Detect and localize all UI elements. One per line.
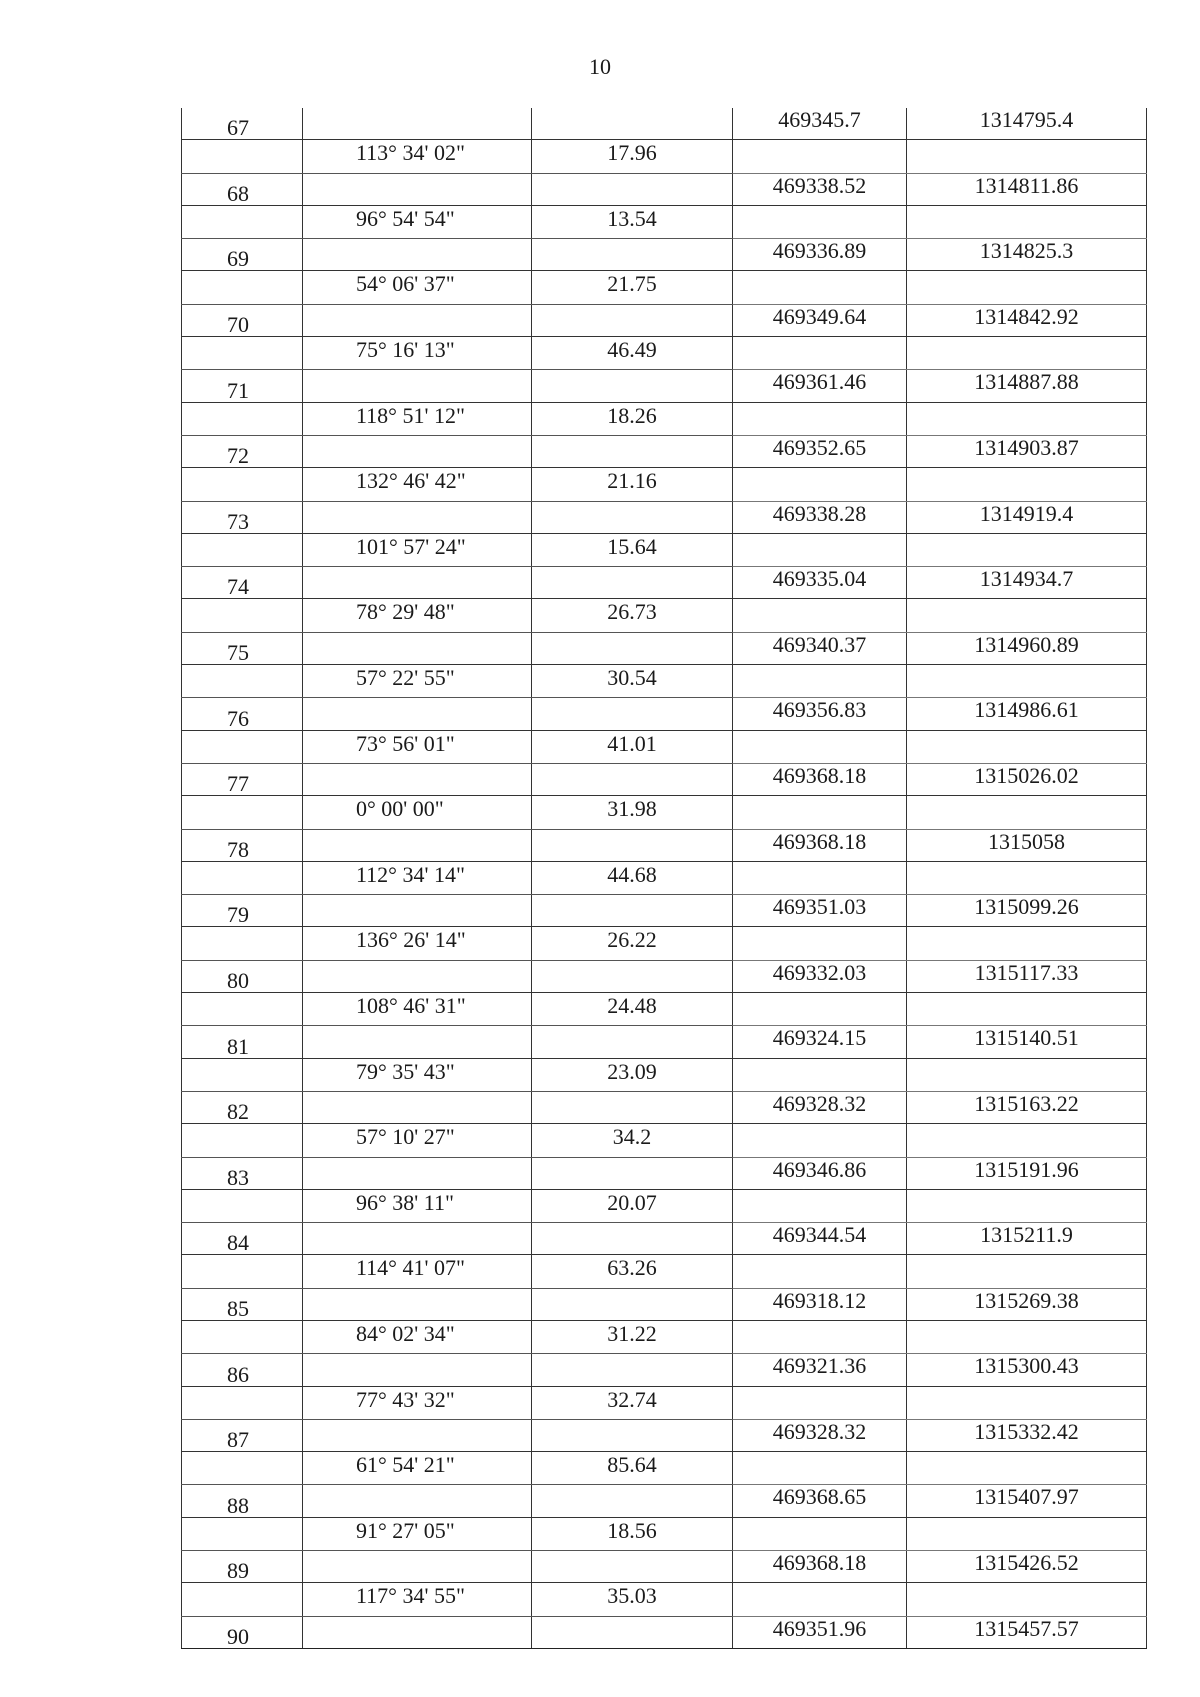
coord-y-cell: 1315426.52 xyxy=(907,1551,1147,1583)
coord-y-cell: 1314903.87 xyxy=(907,435,1147,467)
distance-cell: 13.54 xyxy=(532,205,733,238)
distance-cell: 41.01 xyxy=(532,730,733,763)
segment-row xyxy=(182,927,1147,960)
coord-y-cell xyxy=(907,1058,1147,1091)
point-id-cell: 87 xyxy=(182,1419,303,1451)
point-id-cell xyxy=(182,140,303,173)
coord-y-cell: 1315058 xyxy=(907,829,1147,861)
point-id-cell: 69 xyxy=(182,239,303,271)
segment-row xyxy=(182,1583,1147,1616)
coord-x-cell xyxy=(733,468,907,501)
bearing-cell: 108° 46' 31" xyxy=(303,993,532,1026)
segment-row xyxy=(182,140,1147,173)
distance-cell: 44.68 xyxy=(532,861,733,894)
point-id-cell xyxy=(182,993,303,1026)
coord-y-cell: 1315099.26 xyxy=(907,895,1147,927)
segment-row xyxy=(182,1517,1147,1550)
bearing-cell: 57° 10' 27" xyxy=(303,1124,532,1157)
point-id-cell xyxy=(182,796,303,829)
distance-cell xyxy=(532,960,733,992)
bearing-cell: 96° 38' 11" xyxy=(303,1189,532,1222)
distance-cell: 21.75 xyxy=(532,271,733,304)
point-id-cell xyxy=(182,1255,303,1288)
point-row xyxy=(182,1485,1147,1517)
distance-cell: 35.03 xyxy=(532,1583,733,1616)
point-id-cell: 85 xyxy=(182,1288,303,1320)
coord-y-cell: 1314934.7 xyxy=(907,567,1147,599)
distance-cell xyxy=(532,763,733,795)
point-id-cell xyxy=(182,1583,303,1616)
bearing-cell xyxy=(303,1616,532,1648)
coord-y-cell xyxy=(907,861,1147,894)
distance-cell: 26.73 xyxy=(532,599,733,632)
point-id-cell: 90 xyxy=(182,1616,303,1648)
bearing-cell xyxy=(303,1026,532,1058)
coordinate-table-body xyxy=(182,108,1147,1648)
point-id-cell: 75 xyxy=(182,632,303,664)
coord-x-cell xyxy=(733,927,907,960)
point-id-cell: 67 xyxy=(182,108,303,140)
bearing-cell xyxy=(303,173,532,205)
coord-x-cell: 469328.32 xyxy=(733,1091,907,1123)
point-id-cell xyxy=(182,927,303,960)
distance-cell xyxy=(532,304,733,336)
distance-cell xyxy=(532,239,733,271)
coord-x-cell xyxy=(733,205,907,238)
point-row xyxy=(182,960,1147,992)
bearing-cell xyxy=(303,501,532,533)
bearing-cell: 73° 56' 01" xyxy=(303,730,532,763)
bearing-cell: 117° 34' 55" xyxy=(303,1583,532,1616)
coord-y-cell xyxy=(907,730,1147,763)
distance-cell xyxy=(532,173,733,205)
bearing-cell xyxy=(303,1157,532,1189)
point-id-cell: 73 xyxy=(182,501,303,533)
coord-x-cell xyxy=(733,1058,907,1091)
coord-x-cell: 469351.96 xyxy=(733,1616,907,1648)
segment-row xyxy=(182,468,1147,501)
distance-cell: 17.96 xyxy=(532,140,733,173)
bearing-cell xyxy=(303,632,532,664)
coord-x-cell: 469318.12 xyxy=(733,1288,907,1320)
point-id-cell: 88 xyxy=(182,1485,303,1517)
point-row xyxy=(182,698,1147,730)
point-row xyxy=(182,1616,1147,1648)
coord-x-cell: 469351.03 xyxy=(733,895,907,927)
coord-y-cell: 1314842.92 xyxy=(907,304,1147,336)
coord-y-cell: 1315300.43 xyxy=(907,1354,1147,1386)
segment-row xyxy=(182,796,1147,829)
page-number: 10 xyxy=(589,54,611,79)
distance-cell xyxy=(532,1091,733,1123)
point-id-cell xyxy=(182,271,303,304)
coord-x-cell: 469338.28 xyxy=(733,501,907,533)
coord-x-cell xyxy=(733,1452,907,1485)
point-id-cell: 82 xyxy=(182,1091,303,1123)
coord-y-cell xyxy=(907,402,1147,435)
distance-cell: 32.74 xyxy=(532,1386,733,1419)
bearing-cell xyxy=(303,698,532,730)
coord-x-cell: 469346.86 xyxy=(733,1157,907,1189)
coord-y-cell: 1315211.9 xyxy=(907,1223,1147,1255)
bearing-cell xyxy=(303,763,532,795)
point-id-cell xyxy=(182,1320,303,1353)
coord-y-cell xyxy=(907,1255,1147,1288)
segment-row xyxy=(182,861,1147,894)
point-id-cell xyxy=(182,1386,303,1419)
distance-cell: 23.09 xyxy=(532,1058,733,1091)
point-row xyxy=(182,1091,1147,1123)
bearing-cell: 101° 57' 24" xyxy=(303,533,532,566)
distance-cell xyxy=(532,1419,733,1451)
point-id-cell: 72 xyxy=(182,435,303,467)
bearing-cell: 96° 54' 54" xyxy=(303,205,532,238)
distance-cell: 30.54 xyxy=(532,665,733,698)
distance-cell xyxy=(532,1157,733,1189)
point-id-cell xyxy=(182,402,303,435)
point-row xyxy=(182,1419,1147,1451)
distance-cell xyxy=(532,895,733,927)
coord-x-cell: 469368.18 xyxy=(733,1551,907,1583)
bearing-cell xyxy=(303,370,532,402)
bearing-cell xyxy=(303,567,532,599)
point-id-cell: 79 xyxy=(182,895,303,927)
distance-cell xyxy=(532,1288,733,1320)
bearing-cell xyxy=(303,1354,532,1386)
bearing-cell xyxy=(303,108,532,140)
distance-cell xyxy=(532,698,733,730)
segment-row xyxy=(182,533,1147,566)
coord-y-cell xyxy=(907,468,1147,501)
coord-y-cell: 1315457.57 xyxy=(907,1616,1147,1648)
coord-y-cell xyxy=(907,1583,1147,1616)
coord-y-cell xyxy=(907,337,1147,370)
segment-row xyxy=(182,337,1147,370)
coord-x-cell: 469344.54 xyxy=(733,1223,907,1255)
distance-cell xyxy=(532,567,733,599)
coord-y-cell xyxy=(907,1517,1147,1550)
coord-x-cell: 469368.18 xyxy=(733,829,907,861)
segment-row xyxy=(182,1124,1147,1157)
distance-cell: 85.64 xyxy=(532,1452,733,1485)
distance-cell: 26.22 xyxy=(532,927,733,960)
bearing-cell: 84° 02' 34" xyxy=(303,1320,532,1353)
bearing-cell xyxy=(303,1485,532,1517)
point-id-cell: 83 xyxy=(182,1157,303,1189)
coord-y-cell xyxy=(907,533,1147,566)
coord-y-cell: 1314887.88 xyxy=(907,370,1147,402)
coord-x-cell xyxy=(733,665,907,698)
distance-cell xyxy=(532,1223,733,1255)
coord-x-cell: 469338.52 xyxy=(733,173,907,205)
point-row xyxy=(182,108,1147,140)
bearing-cell xyxy=(303,239,532,271)
coord-x-cell xyxy=(733,1320,907,1353)
point-id-cell xyxy=(182,861,303,894)
distance-cell: 31.22 xyxy=(532,1320,733,1353)
bearing-cell: 118° 51' 12" xyxy=(303,402,532,435)
point-id-cell xyxy=(182,1058,303,1091)
coordinate-table xyxy=(181,108,1147,1649)
segment-row xyxy=(182,271,1147,304)
coord-y-cell xyxy=(907,796,1147,829)
point-row xyxy=(182,173,1147,205)
point-id-cell: 89 xyxy=(182,1551,303,1583)
distance-cell xyxy=(532,1551,733,1583)
point-row xyxy=(182,1157,1147,1189)
point-row xyxy=(182,435,1147,467)
segment-row xyxy=(182,402,1147,435)
coord-y-cell: 1315269.38 xyxy=(907,1288,1147,1320)
bearing-cell: 57° 22' 55" xyxy=(303,665,532,698)
bearing-cell: 113° 34' 02" xyxy=(303,140,532,173)
point-row xyxy=(182,895,1147,927)
coord-x-cell: 469356.83 xyxy=(733,698,907,730)
distance-cell xyxy=(532,1026,733,1058)
coord-x-cell: 469361.46 xyxy=(733,370,907,402)
coord-x-cell xyxy=(733,796,907,829)
point-id-cell xyxy=(182,468,303,501)
distance-cell xyxy=(532,1616,733,1648)
coord-y-cell: 1315026.02 xyxy=(907,763,1147,795)
point-row xyxy=(182,1288,1147,1320)
bearing-cell xyxy=(303,1551,532,1583)
point-id-cell: 77 xyxy=(182,763,303,795)
point-id-cell xyxy=(182,205,303,238)
segment-row xyxy=(182,993,1147,1026)
point-row xyxy=(182,829,1147,861)
bearing-cell: 112° 34' 14" xyxy=(303,861,532,894)
coord-x-cell xyxy=(733,861,907,894)
distance-cell xyxy=(532,1354,733,1386)
coord-y-cell: 1315332.42 xyxy=(907,1419,1147,1451)
coord-y-cell xyxy=(907,927,1147,960)
bearing-cell xyxy=(303,1091,532,1123)
coord-y-cell: 1315117.33 xyxy=(907,960,1147,992)
coord-x-cell xyxy=(733,1124,907,1157)
coord-y-cell xyxy=(907,1386,1147,1419)
bearing-cell: 136° 26' 14" xyxy=(303,927,532,960)
segment-row xyxy=(182,599,1147,632)
coord-x-cell: 469352.65 xyxy=(733,435,907,467)
coord-y-cell: 1315140.51 xyxy=(907,1026,1147,1058)
point-row xyxy=(182,1551,1147,1583)
distance-cell: 63.26 xyxy=(532,1255,733,1288)
coord-y-cell: 1314960.89 xyxy=(907,632,1147,664)
coord-x-cell xyxy=(733,1386,907,1419)
coord-x-cell: 469321.36 xyxy=(733,1354,907,1386)
bearing-cell xyxy=(303,829,532,861)
distance-cell: 34.2 xyxy=(532,1124,733,1157)
distance-cell: 31.98 xyxy=(532,796,733,829)
coord-x-cell xyxy=(733,1189,907,1222)
coord-x-cell: 469332.03 xyxy=(733,960,907,992)
point-id-cell: 70 xyxy=(182,304,303,336)
coord-x-cell xyxy=(733,533,907,566)
coord-y-cell xyxy=(907,599,1147,632)
coord-x-cell xyxy=(733,402,907,435)
point-id-cell xyxy=(182,730,303,763)
point-id-cell xyxy=(182,599,303,632)
bearing-cell xyxy=(303,1288,532,1320)
bearing-cell: 114° 41' 07" xyxy=(303,1255,532,1288)
coord-x-cell xyxy=(733,1517,907,1550)
bearing-cell: 79° 35' 43" xyxy=(303,1058,532,1091)
point-id-cell: 80 xyxy=(182,960,303,992)
distance-cell xyxy=(532,1485,733,1517)
point-row xyxy=(182,370,1147,402)
coord-x-cell: 469368.65 xyxy=(733,1485,907,1517)
segment-row xyxy=(182,665,1147,698)
point-id-cell: 81 xyxy=(182,1026,303,1058)
coord-x-cell xyxy=(733,337,907,370)
segment-row xyxy=(182,730,1147,763)
coord-x-cell xyxy=(733,271,907,304)
point-row xyxy=(182,1026,1147,1058)
bearing-cell xyxy=(303,304,532,336)
coord-y-cell xyxy=(907,993,1147,1026)
distance-cell: 24.48 xyxy=(532,993,733,1026)
bearing-cell: 77° 43' 32" xyxy=(303,1386,532,1419)
coord-x-cell: 469349.64 xyxy=(733,304,907,336)
segment-row xyxy=(182,1255,1147,1288)
point-id-cell xyxy=(182,1189,303,1222)
distance-cell: 18.56 xyxy=(532,1517,733,1550)
distance-cell xyxy=(532,108,733,140)
bearing-cell: 54° 06' 37" xyxy=(303,271,532,304)
point-id-cell: 84 xyxy=(182,1223,303,1255)
distance-cell: 46.49 xyxy=(532,337,733,370)
coord-y-cell xyxy=(907,665,1147,698)
segment-row xyxy=(182,205,1147,238)
coord-y-cell xyxy=(907,205,1147,238)
bearing-cell xyxy=(303,1419,532,1451)
segment-row xyxy=(182,1320,1147,1353)
coord-y-cell xyxy=(907,1452,1147,1485)
point-id-cell: 76 xyxy=(182,698,303,730)
bearing-cell: 78° 29' 48" xyxy=(303,599,532,632)
point-row xyxy=(182,501,1147,533)
point-id-cell: 74 xyxy=(182,567,303,599)
coord-x-cell xyxy=(733,1255,907,1288)
point-id-cell: 68 xyxy=(182,173,303,205)
distance-cell xyxy=(532,435,733,467)
coord-y-cell: 1315163.22 xyxy=(907,1091,1147,1123)
bearing-cell: 75° 16' 13" xyxy=(303,337,532,370)
point-id-cell: 78 xyxy=(182,829,303,861)
coord-x-cell xyxy=(733,1583,907,1616)
point-row xyxy=(182,763,1147,795)
bearing-cell: 91° 27' 05" xyxy=(303,1517,532,1550)
point-id-cell xyxy=(182,1452,303,1485)
bearing-cell xyxy=(303,960,532,992)
coord-y-cell xyxy=(907,1124,1147,1157)
point-row xyxy=(182,1354,1147,1386)
distance-cell: 18.26 xyxy=(532,402,733,435)
distance-cell: 15.64 xyxy=(532,533,733,566)
coord-y-cell: 1314919.4 xyxy=(907,501,1147,533)
segment-row xyxy=(182,1189,1147,1222)
coord-y-cell xyxy=(907,140,1147,173)
point-id-cell: 86 xyxy=(182,1354,303,1386)
point-id-cell xyxy=(182,533,303,566)
bearing-cell: 132° 46' 42" xyxy=(303,468,532,501)
coord-x-cell: 469324.15 xyxy=(733,1026,907,1058)
point-id-cell xyxy=(182,665,303,698)
coord-x-cell: 469340.37 xyxy=(733,632,907,664)
distance-cell xyxy=(532,632,733,664)
coord-x-cell: 469328.32 xyxy=(733,1419,907,1451)
bearing-cell: 0° 00' 00" xyxy=(303,796,532,829)
distance-cell xyxy=(532,829,733,861)
coord-y-cell: 1314795.4 xyxy=(907,108,1147,140)
point-row xyxy=(182,632,1147,664)
point-row xyxy=(182,567,1147,599)
bearing-cell: 61° 54' 21" xyxy=(303,1452,532,1485)
coord-x-cell xyxy=(733,730,907,763)
point-id-cell: 71 xyxy=(182,370,303,402)
segment-row xyxy=(182,1386,1147,1419)
coord-y-cell: 1315407.97 xyxy=(907,1485,1147,1517)
coord-x-cell xyxy=(733,140,907,173)
coord-x-cell: 469345.7 xyxy=(733,108,907,140)
coord-x-cell: 469335.04 xyxy=(733,567,907,599)
coord-y-cell xyxy=(907,1189,1147,1222)
coord-x-cell xyxy=(733,599,907,632)
bearing-cell xyxy=(303,435,532,467)
coord-y-cell xyxy=(907,271,1147,304)
distance-cell xyxy=(532,501,733,533)
point-row xyxy=(182,304,1147,336)
coord-y-cell: 1314825.3 xyxy=(907,239,1147,271)
coord-x-cell: 469368.18 xyxy=(733,763,907,795)
coord-y-cell xyxy=(907,1320,1147,1353)
distance-cell xyxy=(532,370,733,402)
coord-x-cell xyxy=(733,993,907,1026)
coord-x-cell: 469336.89 xyxy=(733,239,907,271)
coord-y-cell: 1315191.96 xyxy=(907,1157,1147,1189)
coord-y-cell: 1314986.61 xyxy=(907,698,1147,730)
coord-y-cell: 1314811.86 xyxy=(907,173,1147,205)
point-id-cell xyxy=(182,337,303,370)
distance-cell: 20.07 xyxy=(532,1189,733,1222)
point-row xyxy=(182,1223,1147,1255)
distance-cell: 21.16 xyxy=(532,468,733,501)
point-id-cell xyxy=(182,1124,303,1157)
bearing-cell xyxy=(303,1223,532,1255)
point-row xyxy=(182,239,1147,271)
segment-row xyxy=(182,1452,1147,1485)
bearing-cell xyxy=(303,895,532,927)
segment-row xyxy=(182,1058,1147,1091)
point-id-cell xyxy=(182,1517,303,1550)
